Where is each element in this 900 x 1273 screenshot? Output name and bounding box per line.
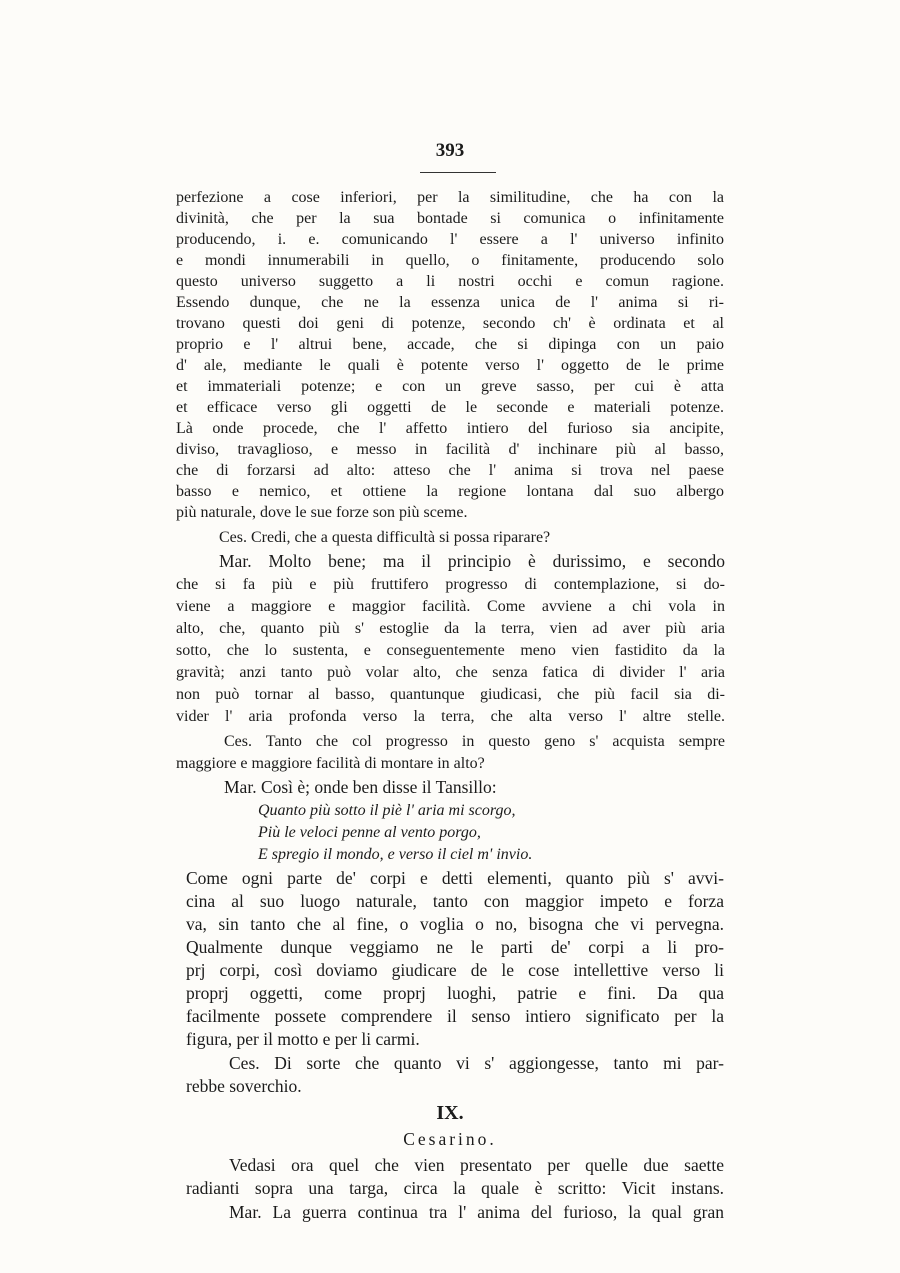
page-number: 393: [435, 140, 465, 161]
dialogue-line: Mar. Molto bene; ma il principio è durissimo, e secondo: [219, 551, 725, 571]
text-line: Essendo dunque, che ne la essenza unica de l' anima si ri-: [176, 294, 724, 311]
text-line: vider l' aria profonda verso la terra, che alta verso l' altre stelle.: [176, 708, 725, 725]
verse-line: Quanto più sotto il piè l' aria mi scorgo,: [258, 802, 516, 819]
text-line: producendo, i. e. comunicando l' essere a l' universo infinito: [176, 231, 724, 248]
text-line: proprj oggetti, come proprj luoghi, patrie e fini. Da qua: [186, 983, 724, 1003]
verse-line: E spregio il mondo, e verso il ciel m' invio.: [258, 846, 533, 863]
text-line: basso e nemico, et ottiene la regione lontana dal suo albergo: [176, 483, 724, 500]
text-line: et efficace verso gli oggetti de le seconde e materiali potenze.: [176, 399, 724, 416]
text-line: va, sin tanto che al fine, o voglia o no, bisogna che vi pervegna.: [186, 914, 724, 934]
text-line: viene a maggiore e maggior facilità. Come avviene a chi vola in: [176, 598, 725, 615]
text-line: trovano questi doi geni di potenze, secondo ch' è ordinata et al: [176, 315, 724, 332]
text-line: Là onde procede, che l' affetto intiero del furioso sia ancipite,: [176, 420, 724, 437]
text-line: radianti sopra una targa, circa la quale è scritto: Vicit instans.: [186, 1178, 724, 1198]
text-line: non può tornar al basso, quantunque giudicasi, che più facil sia di-: [176, 686, 725, 703]
text-line: Qualmente dunque veggiamo ne le parti de' corpi a li pro-: [186, 937, 724, 957]
dialogue-line: Ces. Credi, che a questa difficultà si possa riparare?: [219, 529, 551, 546]
text-line: et immateriali potenze; e con un greve sasso, per cui è atta: [176, 378, 724, 395]
header-rule: [420, 172, 496, 173]
text-line: facilmente possete comprendere il senso intiero significato per la: [186, 1006, 724, 1026]
dialogue-line: Ces. Tanto che col progresso in questo geno s' acquista sempre: [224, 733, 725, 750]
text-line: figura, per il motto e per li carmi.: [186, 1029, 420, 1049]
text-line: sotto, che lo sustenta, e conseguentemente meno vien fastidito da la: [176, 642, 725, 659]
text-line: e mondi innumerabili in quello, o finitamente, producendo solo: [176, 252, 724, 269]
text-line: diviso, travaglioso, e messo in facilità d' inchinare più al basso,: [176, 441, 724, 458]
text-line: gravità; anzi tanto può volar alto, che senza fatica di divider l' aria: [176, 664, 725, 681]
text-line: rebbe soverchio.: [186, 1076, 302, 1096]
section-speaker: Cesarino.: [403, 1129, 497, 1149]
dialogue-line: Mar. Così è; onde ben disse il Tansillo:: [224, 777, 497, 797]
text-line: questo universo suggetto a li nostri occhi e comun ragione.: [176, 273, 724, 290]
text-line: che si fa più e più fruttifero progresso di contemplazione, si do-: [176, 576, 725, 593]
section-number: IX.: [436, 1102, 464, 1124]
text-line: divinità, che per la sua bontade si comunica o infinitamente: [176, 210, 724, 227]
text-line: cina al suo luogo naturale, tanto con maggior impeto e forza: [186, 891, 724, 911]
text-line: maggiore e maggiore facilità di montare in alto?: [176, 755, 485, 772]
text-line: perfezione a cose inferiori, per la similitudine, che ha con la: [176, 189, 724, 206]
text-line: Vedasi ora quel che vien presentato per quelle due saette: [229, 1155, 724, 1175]
dialogue-line: Ces. Di sorte che quanto vi s' aggiongesse, tanto mi par-: [229, 1053, 724, 1073]
text-line: più naturale, dove le sue forze son più sceme.: [176, 504, 468, 521]
text-line: proprio e l' altrui bene, accade, che si dipinga con un paio: [176, 336, 724, 353]
text-line: Come ogni parte de' corpi e detti elementi, quanto più s' avvi-: [186, 868, 724, 888]
text-line: che di forzarsi ad alto: atteso che l' anima si trova nel paese: [176, 462, 724, 479]
text-line: prj corpi, così doviamo giudicare de le cose intellettive verso li: [186, 960, 724, 980]
text-line: d' ale, mediante le quali è potente verso l' oggetto de le prime: [176, 357, 724, 374]
verse-line: Più le veloci penne al vento porgo,: [258, 824, 481, 841]
text-line: alto, che, quanto più s' estoglie da la terra, vien ad aver più aria: [176, 620, 725, 637]
dialogue-line: Mar. La guerra continua tra l' anima del furioso, la qual gran: [229, 1202, 724, 1222]
